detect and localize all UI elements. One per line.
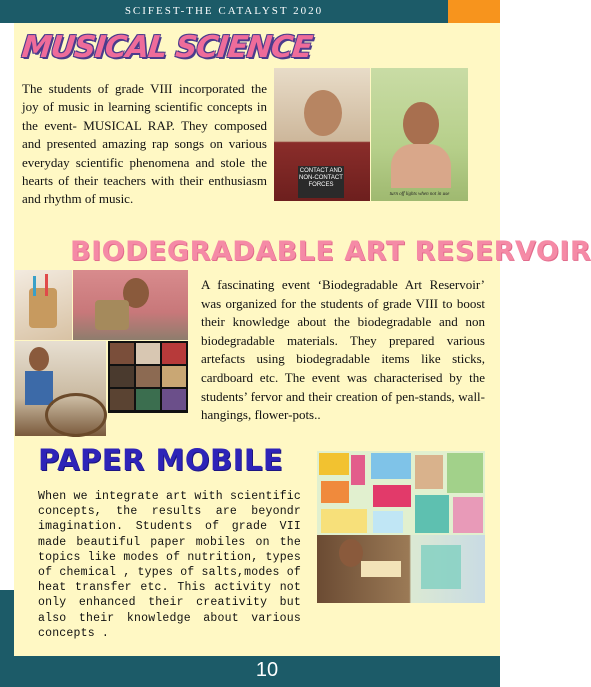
collage-tile [321,509,367,533]
collage-tile [415,455,443,489]
pen-stand-artefact-photo [15,270,72,340]
footer-bar [34,656,500,687]
collage-tile [136,343,160,364]
collage-tile [371,453,411,479]
student-face [339,539,363,567]
collage-tile [351,455,365,485]
collage-tile [136,389,160,410]
collage-tile [162,389,186,410]
pen [33,276,36,296]
musical-science-heading: MUSICAL SCIENCE [20,30,314,65]
student-rap-photo-2 [371,68,468,201]
collage-tile [373,485,411,507]
stick-artefact [45,393,107,437]
collage-tile [373,511,403,533]
paper-mobile-collage [317,451,485,535]
collage-tile [319,453,349,475]
biodegradable-art-text: A fascinating event ‘Biodegradable Art Reservoir’ was organized for the students of grade VIII to boost their knowledge about the biodegradable and non biodegradable materials. They prepared various artefacts using biodegradable items like sticks, cardboard etc. The event was characterised by the students’ fervor and their creation of pen-stands, wall- hangings, flower-pots.. [201,277,485,423]
wall-hanging-photo [15,341,106,436]
student-face [403,102,439,146]
photo-caption: turn off lights when not in use [389,192,450,197]
collage-tile [110,366,134,387]
header-bar [0,0,448,23]
student-shirt [391,144,451,188]
collage-tile [110,389,134,410]
collage-tile [447,453,483,493]
student-rap-photo [274,68,370,201]
student-with-artefact-photo [73,270,188,340]
collage-tile [453,497,483,533]
student-face [29,347,49,371]
collage-tile [415,495,449,533]
paper-mobile [361,561,401,577]
page-number: 10 [255,659,279,681]
paper-mobile-text: When we integrate art with scientific concepts, the results are beyondr imagination. Students of grade VII made beautiful paper mobiles on the topics like modes of nutrition, types of chemical , types of salts,modes of heat transfer etc. This activity not only enhanced their creativity but also their knowledge about various concepts . [38,490,301,640]
artefact-collage [108,341,188,413]
collage-tile [136,366,160,387]
student-face [304,90,342,136]
biodegradable-art-heading: BIODEGRADABLE ART RESERVOIR [70,236,591,267]
musical-science-text: The students of grade VIII incorporated the joy of music in learning scientific concepts in the event- MUSICAL RAP. They composed and presented amazing rap songs on various everyday scientific phenomena and stole the hearts of their teachers with their enthusiasm and rhythm of music. [22,81,267,207]
pen [45,274,48,296]
paper-mobile [421,545,461,589]
collage-tile [162,343,186,364]
students-with-mobiles-photo [317,535,485,603]
collage-tile [162,366,186,387]
collage-tile [110,343,134,364]
collage-tile [321,481,349,503]
newsletter-title: SCIFEST-THE CATALYST 2020 [124,5,324,17]
artefact [95,300,129,330]
paper-mobile-heading: PAPER MOBILE [38,443,284,477]
contact-forces-sign: CONTACT AND NON-CONTACT FORCES [298,166,344,198]
student-shirt [25,371,53,405]
